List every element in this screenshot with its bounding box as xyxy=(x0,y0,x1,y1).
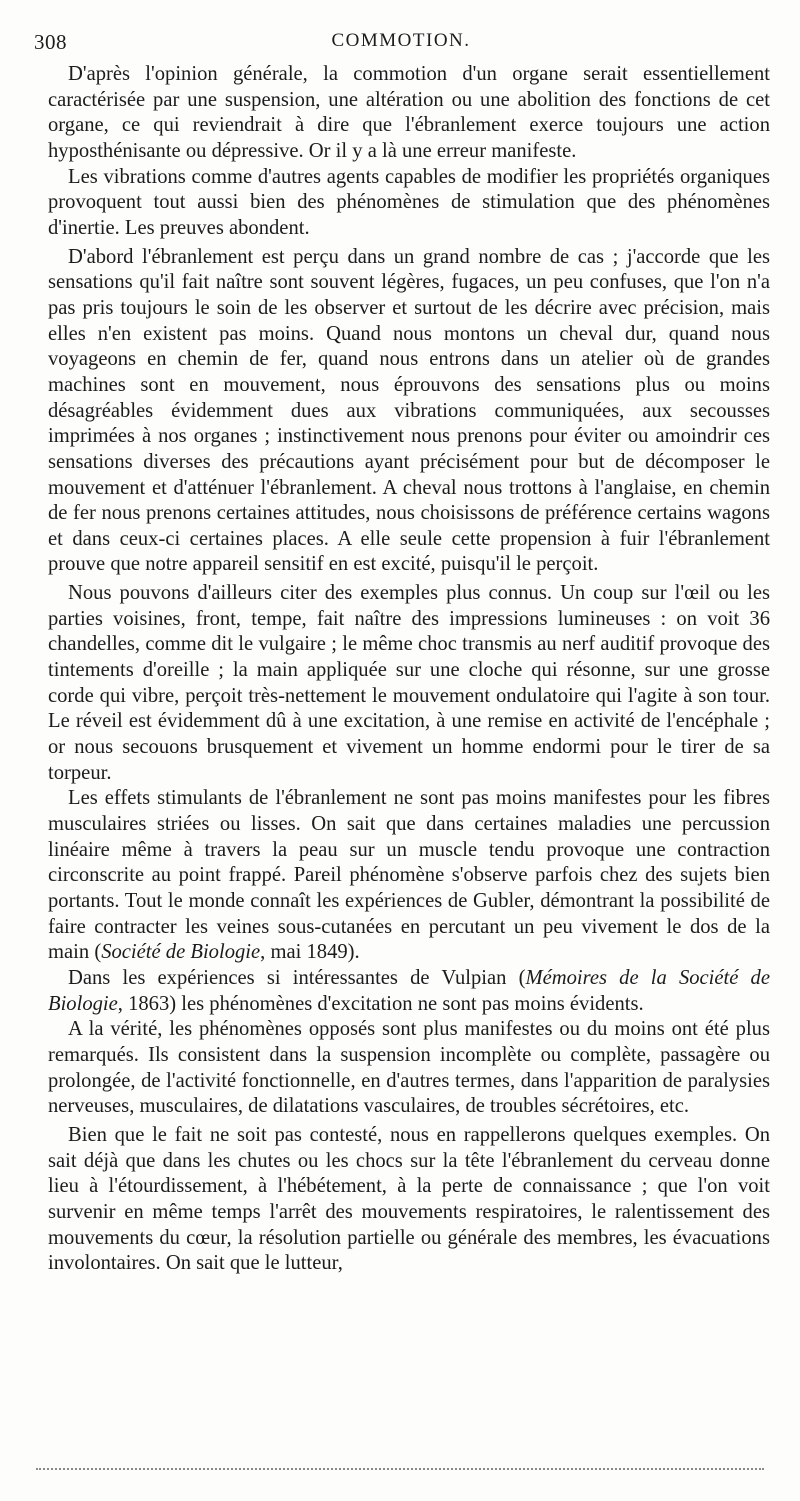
paragraph-6 xyxy=(48,966,770,1017)
paragraph-5-text-before: Les effets stimulants de l'ébranlement ne sont pas moins manifestes pour les fibres musculaires striées ou lisses. On sait que dans certaines maladies une percussion linéaire même à travers la peau sur un muscle tendu provoque une contraction circonscrite au point frappé. Pareil phénomène s'observe parfois chez des sujets bien portants. Tout le monde connaît les expériences de Gubler, démontrant la possibilité de faire contracter les veines sous-cutanées en percutant un peu vivement le dos de la main ( xyxy=(48,787,770,964)
page-number: 308 xyxy=(34,30,67,54)
paragraph-4: Nous pouvons d'ailleurs citer des exemples plus connus. Un coup sur l'œil ou les parties voisines, front, tempe, fait naître des impressions lumineuses : on voit 36 chandelles, comme dit le vulgaire ; le même choc transmis au nerf auditif provoque des tintements d'oreille ; la main appliquée sur une cloche qui résonne, sur une grosse corde qui vibre, perçoit très-nettement le mouvement ondulatoire qui l'agite à son tour. Le réveil est évidemment dû à une excitation, à une remise en activité de l'encéphale ; or nous secouons brusquement et vivement un homme endormi pour le tirer de sa torpeur. xyxy=(48,582,770,784)
paragraph-6-text-after: , 1863) les phénomènes d'excitation ne sont pas moins évidents. xyxy=(117,992,644,1015)
paragraph-1: D'après l'opinion générale, la commotion d'un organe serait essentiellement caractérisée par une suspension, une altération ou une abolition des fonctions de cet organe, ce qui reviendrait à dire que l'ébranlement exerce toujours une action hyposthénisante ou dépressive. Or il y a là une erreur manifeste. xyxy=(48,63,770,162)
paragraph-2: Les vibrations comme d'autres agents capables de modifier les propriétés organiques provoquent tout aussi bien des phénomènes de stimulation que des phénomènes d'inertie. Les preuves abondent. xyxy=(48,165,770,239)
paragraph-8: Bien que le fait ne soit pas contesté, nous en rappellerons quelques exemples. On sait déjà que dans les chutes ou les chocs sur la tête l'ébranlement du cerveau donne lieu à l'étourdissement, à l'hébétement, à la perte de connaissance ; que l'on voit survenir en même temps l'arrêt des mouvements respiratoires, le ralentissement des mouvements du cœur, la résolution partielle ou générale des membres, les évacuations involontaires. On sait que le lutteur, xyxy=(48,1123,770,1275)
paragraph-5-italic: Société de Biologie xyxy=(101,941,261,964)
paragraph-3: D'abord l'ébranlement est perçu dans un grand nombre de cas ; j'accorde que les sensations qu'il fait naître sont souvent légères, fugaces, un peu confuses, que l'on n'a pas pris toujours le soin de les observer et surtout de les décrire avec précision, mais elles n'en existent pas moins. Quand nous montons un cheval dur, quand nous voyageons en chemin de fer, quand nous entrons dans un atelier où de grandes machines sont en mouvement, nous éprouvons des sensations plus ou moins désagréables évidemment dues aux vibrations communiquées, aux secousses imprimées à nos organes ; instinctivement nous prenons pour éviter ou amoindrir ces sensations diverses des précautions ayant précisément pour but de décomposer le mouvement et d'atténuer l'ébranlement. A cheval nous trottons à l'anglaise, en chemin de fer nous prenons certaines attitudes, nous choisissons de préférence certains wagons et dans ceux-ci certaines places. A elle seule cette propension à fuir l'ébranlement prouve que notre appareil sensitif en est excité, puisqu'il le perçoit. xyxy=(48,245,770,576)
page-header xyxy=(34,30,768,56)
paragraph-7: A la vérité, les phénomènes opposés sont plus manifestes ou du moins ont été plus remarqués. Ils consistent dans la suspension incomplète ou complète, passagère ou prolongée, de l'activité fonctionnelle, en d'autres termes, dans l'apparition de paralysies nerveuses, musculaires, de dilatations vasculaires, de troubles sécrétoires, etc. xyxy=(48,1018,770,1118)
paragraph-5-text-after: , mai 1849). xyxy=(260,941,360,964)
paragraph-5 xyxy=(48,786,770,966)
body-text xyxy=(48,62,770,1277)
paragraph-6-text-before: Dans les expériences si intéressantes de Vulpian ( xyxy=(68,966,526,989)
running-title: COMMOTION. xyxy=(331,30,471,51)
footer-dotted-rule xyxy=(36,1468,764,1470)
paragraph-6-italic: Mémoires de la Société de Biologie xyxy=(48,966,770,1015)
